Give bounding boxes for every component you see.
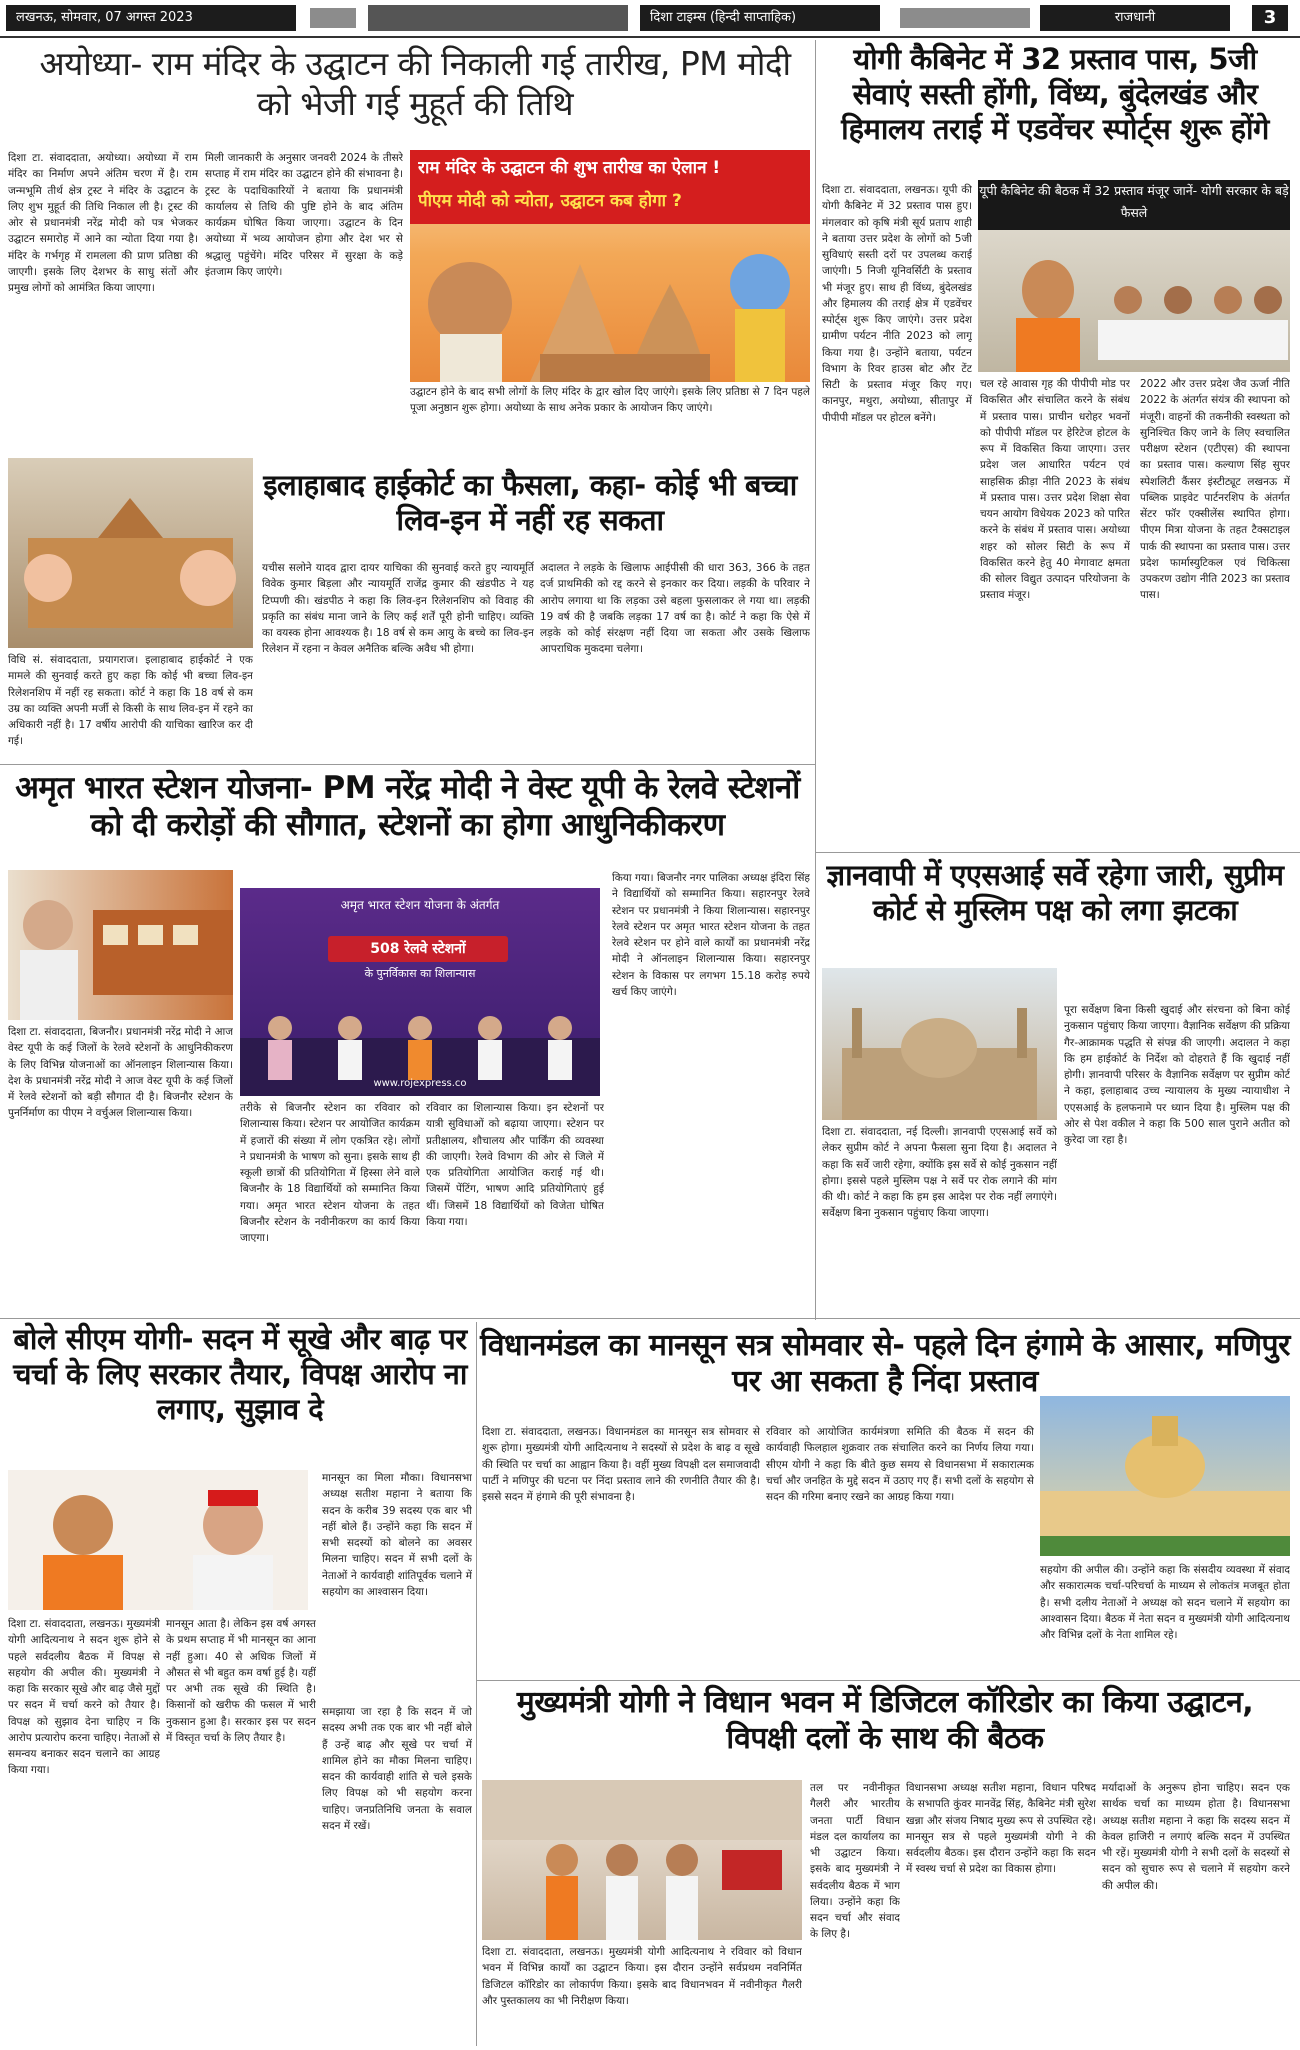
vidhanmandal-col-2: रविवार को आयोजित कार्यमंत्रणा समिति की बैठक में सदन की कार्यवाही फिलहाल शुक्रवार तक संचालित करने का निर्णय लिया गया। सीएम योगी ने कहा कि बीते कुछ समय से विधानसभा में सकारात्मक चर्चा और जनहित के मुद्दे सदन में उठाए गए हैं। सभी दलों के सहयोग से सदन की गरिमा बनाए रखने का आग्रह किया गया। [766,1426,1034,1504]
bole-yogi-col-3: मानसून का मिला मौका। विधानसभा अध्यक्ष सतीश महाना ने बताया कि सदन के करीब 39 सदस्य एक बार भी नहीं बोले हैं। उन्होंने कहा कि सदन में सभी सदस्यों को बोलने का अवसर मिलना चाहिए। सदन में सभी दलों के नेताओं ने कार्यवाही शांतिपूर्वक चलाने में सहयोग का आश्वासन दिया। [322,1472,472,1598]
highcourt-photo [8,458,253,648]
masthead-rule [0,36,1300,38]
bole-yogi-col-1: दिशा टा. संवाददाता, लखनऊ। मुख्यमंत्री योगी आदित्यनाथ ने सदन शुरू होने से पहले सर्वदलीय बैठक में विपक्ष से सहयोग की अपील की। मुख्यमंत्री ने कहा कि सरकार सूखे और बाढ़ जैसे मुद्दों पर सदन में चर्चा करने को तैयार है। विपक्ष को सुझाव देना चाहिए न कि आरोप प्रत्यारोप करना चाहिए। नेताओं से समन्वय बनाकर सदन चलाने का आग्रह किया गया। [8,1618,160,1777]
paper-name: दिशा टाइम्स (हिन्दी साप्ताहिक) [640,5,880,31]
cabinet-meeting-photo [978,180,1290,372]
masthead-filler [368,5,628,31]
highcourt-col-1: विधि सं. संवाददाता, प्रयागराज। इलाहाबाद हाईकोर्ट ने एक मामले की सुनवाई करते हुए कहा कि कोई भी बच्चा लिव-इन रिलेशनशिप में नहीं रह सकता। कोर्ट ने कहा कि 18 वर्ष से कम उम्र का व्यक्ति अपनी मर्जी से किसी के साथ लिव-इन में रहने का अधिकारी नहीं है। 17 वर्षीय आरोपी की याचिका खारिज कर दी गई। [8,654,253,748]
amrit-col-3: रविवार का शिलान्यास किया। इन स्टेशनों पर यात्री सुविधाओं को बढ़ाया जाएगा। स्टेशन पर प्रतीक्षालय, शौचालय और पार्किंग की व्यवस्था की जाएगी। रेलवे विभाग की ओर से जिले में एक प्रतियोगिता आयोजित कराई गई थी। जिसमें पेंटिंग, भाषण आदि प्रतियोगिताएं हुई थीं। जिसमें 18 विद्यार्थियों को विजेता घोषित किया गया। [426,1102,604,1228]
yogi-cabinet-col-1: दिशा टा. संवाददाता, लखनऊ। यूपी की योगी कैबिनेट में 32 प्रस्ताव पास हुए। मंगलवार को कृषि मंत्री सूर्य प्रताप शाही ने बताया उत्तर प्रदेश के लोगों को 5जी सुविधाएं सस्ती दरों पर उपलब्ध कराई जाएंगी। 5 निजी यूनिवर्सिटी के प्रस्ताव भी मंजूर हुए। साथ ही विंध्य, बुंदेलखंड और हिमालय की तराई क्षेत्र में एडवेंचर स्पोर्ट्स शुरू किए जाएंगे। उत्तर प्रदेश ग्रामीण पर्यटन नीति 2023 को लागू किया गया है। उन्होंने बताया, पर्यटन विभाग के रिवर हाउस बोट और टेंट सिटी के प्रस्ताव मंजूर किए गए। कानपुर, मथुरा, अयोध्या, सीतापुर में पीपीपी मॉडल पर होटल बनेंगे। [822,184,972,424]
corridor-inauguration-photo [482,1780,802,1940]
event-subtitle: के पुनर्विकास का शिलान्यास [364,967,476,980]
graphic-banner [410,150,810,224]
section-divider [0,1318,1300,1319]
page-number: 3 [1252,5,1288,31]
vidhan-bhavan-photo [1040,1396,1290,1556]
meeting-illustration [978,230,1290,372]
highcourt-headline: इलाहाबाद हाईकोर्ट का फैसला, कहा- कोई भी बच्चा लिव-इन में नहीं रह सकता [263,468,797,537]
vidhanmandal-col-3: सहयोग की अपील की। उन्होंने कहा कि संसदीय व्यवस्था में संवाद और सकारात्मक चर्चा-परिचर्चा के माध्यम से लोकतंत्र मजबूत होता है। सभी दलीय नेताओं ने अध्यक्ष को सदन चलाने में सहयोग का आश्वासन दिया। बैठक में नेता सदन व मुख्यमंत्री योगी आदित्यनाथ और विभिन्न दलों के नेता शामिल रहे। [1040,1564,1290,1642]
mosque-illustration [822,968,1057,1120]
leaders-illustration [8,1470,308,1610]
masthead-divider [900,8,1030,28]
temple-illustration [410,224,810,382]
yogi-cabinet-headline: योगी कैबिनेट में 32 प्रस्ताव पास, 5जी सेवाएं सस्ती होंगी, विंध्य, बुंदेलखंड और हिमालय तराई में एडवेंचर स्पोर्ट्स शुरू होंगे [841,42,1269,146]
section-divider [815,852,1300,853]
digital-col-2: तल पर नवीनीकृत गैलरी और भारतीय जनता पार्टी विधान मंडल दल कार्यालय का भी उद्घाटन किया। इसके बाद मुख्यमंत्री ने सर्वदलीय बैठक में भाग लिया। उन्होंने कहा कि सदन चर्चा और संवाद के लिए है। [810,1782,900,1941]
event-station-count: 508 रेलवे स्टेशनों [328,936,508,962]
court-building-illustration [8,458,253,648]
digital-corridor-headline: मुख्यमंत्री योगी ने विधान भवन में डिजिटल कॉरिडोर का किया उद्घाटन, विपक्षी दलों के साथ की बैठक [516,1685,1254,1756]
pm-train-photo [8,870,233,1020]
event-title: अमृत भारत स्टेशन योजना के अंतर्गत [340,898,500,912]
highcourt-col-3: अदालत ने लड़के के खिलाफ आईपीसी की धारा 363, 366 के तहत दर्ज प्राथमिकी को रद्द करने से इनकार कर दिया। लड़की के परिवार ने आरोप लगाया था कि लड़का उसे बहला फुसलाकर ले गया था। लड़की 19 वर्ष की है जबकि लड़का 17 वर्ष का है। कोर्ट ने कहा कि ऐसे में लड़के को कोई संरक्षण नहीं दिया जा सकता और उसके खिलाफ आपराधिक मुकदमा चलेगा। [540,562,810,656]
amrit-bharat-headline: अमृत भारत स्टेशन योजना- PM नरेंद्र मोदी ने वेस्ट यूपी के रेलवे स्टेशनों को दी करोड़ों की सौगात, स्टेशनों का होगा आधुनिकीकरण [15,770,800,844]
pm-and-train-illustration [8,870,233,1020]
yogi-cabinet-col-3: 2022 और उत्तर प्रदेश जैव ऊर्जा नीति 2022 के अंतर्गत संयंत्र की स्थापना को मंजूरी। वाहनों की तकनीकी स्वस्थता को सुनिश्चित किए जाने के लिए स्वचालित परीक्षण स्टेशन (एटीएस) की स्थापना का प्रस्ताव पास। कल्याण सिंह सुपर स्पेशलिटी कैंसर इंस्टीट्यूट लखनऊ में पब्लिक प्राइवेट पार्टनरशिप के अंतर्गत सेंटर फॉर एक्सीलेंस स्थापित होगा। पीएम मित्रा योजना के तहत टैक्सटाइल पार्क की स्थापना का प्रस्ताव पास। उत्तर प्रदेश फार्मास्युटिकल एवं चिकित्सा उपकरण उद्योग नीति 2023 का प्रस्ताव पास। [1140,378,1290,602]
digital-col-4: मर्यादाओं के अनुरूप होना चाहिए। सदन एक सार्थक चर्चा का माध्यम होता है। विधानसभा अध्यक्ष सतीश महाना ने कहा कि सदस्य सदन में केवल हाजिरी न लगाएं बल्कि सदन में उपस्थित भी रहें। मुख्यमंत्री योगी ने सभी दलों के सदस्यों से सदन को सुचारु रूप से चलाने में सहयोग करने की अपील की। [1102,1782,1290,1892]
station-event-photo [240,888,600,1096]
vidhanmandal-col-1: दिशा टा. संवाददाता, लखनऊ। विधानमंडल का मानसून सत्र सोमवार से शुरू होगा। मुख्यमंत्री योगी आदित्यनाथ ने सदस्यों से प्रदेश के बाढ़ व सूखे की स्थिति पर चर्चा का आह्वान किया है। वहीं मुख्य विपक्षी दल समाजवादी पार्टी ने मणिपुर की घटना पर निंदा प्रस्ताव लाने की रणनीति तैयार की है। इससे सदन में हंगामे की पूरी संभावना है। [482,1426,760,1504]
ayodhya-col-2: मिली जानकारी के अनुसार जनवरी 2024 के तीसरे सप्ताह में राम मंदिर का उद्घाटन होने की संभावना है। ट्रस्ट के पदाधिकारियों ने बताया कि प्रधानमंत्री कार्यालय से तिथि की पुष्टि होने के बाद अंतिम कार्यक्रम घोषित किया जाएगा। उद्घाटन के दिन अयोध्या में भव्य आयोजन होगा और देश भर से श्रद्धालु पहुंचेंगे। मंदिर परिसर में सुरक्षा के कड़े इंतजाम किए जाएंगे। [205,152,403,278]
yogi-akhilesh-photo [8,1470,308,1610]
inauguration-illustration [482,1780,802,1940]
gyanvapi-photo [822,968,1057,1120]
vidhanmandal-headline: विधानमंडल का मानसून सत्र सोमवार से- पहले दिन हंगामे के आसार, मणिपुर पर आ सकता है निंदा प्रस्ताव [480,1328,1290,1399]
bole-yogi-col-4: समझाया जा रहा है कि सदन में जो सदस्य अभी तक एक बार भी नहीं बोले हैं उन्हें बाढ़ और सूखे पर चर्चा में शामिल होने का मौका मिलना चाहिए। सदन की कार्यवाही शांति से चले इसके लिए विपक्ष को भी सहयोग करना चाहिए। जनप्रतिनिधि जनता के सवाल सदन में रखें। [322,1706,472,1832]
event-backdrop [240,888,600,988]
bole-yogi-headline: बोले सीएम योगी- सदन में सूखे और बाढ़ पर चर्चा के लिए सरकार तैयार, विपक्ष आरोप ना लगाए, सुझाव दे [13,1322,467,1426]
photo-caption: यूपी कैबिनेट की बैठक में 32 प्रस्ताव मंजूर जानें- योगी सरकार के बड़े फैसले [978,180,1290,230]
gyanvapi-col-2: पूरा सर्वेक्षण बिना किसी खुदाई और संरचना को बिना कोई नुकसान पहुंचाए किया जाएगा। वैज्ञानिक सर्वेक्षण की प्रक्रिया गैर-आक्रामक पद्धति से संपन्न की जाएगी। अदालत ने कहा कि हम हाईकोर्ट के निर्देश को दोहराते हैं कि खुदाई नहीं होगी। ज्ञानवापी परिसर के वैज्ञानिक सर्वेक्षण पर सुप्रीम कोर्ट ने कहा, इलाहाबाद उच्च न्यायालय के मुख्य न्यायाधीश ने एएसआई के हलफनामे पर ध्यान दिया है। मुस्लिम पक्ष की ओर से पेश वकील ने कहा कि 500 साल पुराने अतीत को कुरेदा जा रहा है। [1064,1004,1290,1147]
ayodhya-headline: अयोध्या- राम मंदिर के उद्घाटन की निकाली गई तारीख, PM मोदी को भेजी गई मुहूर्त की तिथि [39,44,791,123]
gyanvapi-headline: ज्ञानवापी में एएसआई सर्वे रहेगा जारी, सुप्रीम कोर्ट से मुस्लिम पक्ष को लगा झटका [826,858,1284,927]
highcourt-col-2: यचीस सलोने यादव द्वारा दायर याचिका की सुनवाई करते हुए न्यायमूर्ति विवेक कुमार बिड़ला और न्यायमूर्ति राजेंद्र कुमार की खंडपीठ ने यह टिप्पणी की। खंडपीठ ने कहा कि लिव-इन रिलेशनशिप को विवाह की प्रकृति का संबंध माना जाने के लिए कई शर्तें पूरी होनी चाहिए। व्यक्ति का वयस्क होना आवश्यक है। 18 वर्ष से कम आयु के बच्चे का लिव-इन रिलेशन में रहना न केवल अनैतिक बल्कि अवैध भी होगा। [262,562,534,656]
vidhan-bhavan-illustration [1040,1396,1290,1556]
amrit-col-1: दिशा टा. संवाददाता, बिजनौर। प्रधानमंत्री नरेंद्र मोदी ने आज वेस्ट यूपी के कई जिलों के रेलवे स्टेशनों के आधुनिकीकरण के लिए विभिन्न योजनाओं का ऑनलाइन शिलान्यास किया। देश के प्रधानमंत्री नरेंद्र मोदी ने आज वेस्ट यूपी के कई जिलों में रेलवे स्टेशनों को बड़ी सौगात दी है। बिजनौर स्टेशन के पुनर्निर्माण का पीएम ने वर्चुअल शिलान्यास किया। [8,1026,233,1120]
gyanvapi-col-1: दिशा टा. संवाददाता, नई दिल्ली। ज्ञानवापी एएसआई सर्वे को लेकर सुप्रीम कोर्ट ने अपना फैसला सुना दिया है। अदालत ने कहा कि सर्वे जारी रहेगा, क्योंकि इस सर्वे से कोई नुकसान नहीं होगा। इससे पहले मुस्लिम पक्ष ने सर्वे पर रोक लगाने की मांग की थी। कोर्ट ने कहा कि हम इस आदेश पर रोक नहीं लगाएंगे। सर्वेक्षण बिना नुकसान पहुंचाए किया जाएगा। [822,1126,1057,1220]
digital-col-3: विधानसभा अध्यक्ष सतीश महाना, विधान परिषद के सभापति कुंवर मानवेंद्र सिंह, कैबिनेट मंत्री सुरेश खन्ना और संजय निषाद मुख्य रूप से उपस्थित रहे। मानसून सत्र से पहले मुख्यमंत्री योगी ने की सर्वदलीय बैठक। इस दौरान उन्होंने कहा कि सदन में स्वस्थ चर्चा से प्रदेश का विकास होगा। [906,1782,1096,1876]
masthead [0,0,1300,38]
column-divider [476,1322,477,2046]
ayodhya-bottom-text: उद्घाटन होने के बाद सभी लोगों के लिए मंदिर के द्वार खोल दिए जाएंगे। इसके लिए प्रतिष्ठा से 7 दिन पहले पूजा अनुष्ठान शुरू होगा। अयोध्या के साथ अनेक प्रकार के आयोजन किए जाएंगे। [410,386,810,415]
column-divider [815,40,816,1320]
digital-col-1: दिशा टा. संवाददाता, लखनऊ। मुख्यमंत्री योगी आदित्यनाथ ने रविवार को विधान भवन में विभिन्न कार्यों का उद्घाटन किया। इस दौरान उन्होंने सर्वप्रथम नवनिर्मित डिजिटल कॉरिडोर का लोकार्पण किया। इसके बाद विधानभवन में नवीनीकृत गैलरी और पुस्तकालय का भी निरीक्षण किया। [482,1946,802,2007]
masthead-divider [310,8,356,28]
ram-mandir-graphic [410,150,810,382]
photo-watermark: www.rojexpress.co [373,1078,467,1089]
amrit-col-2: तरीके से बिजनौर स्टेशन का रविवार को शिलान्यास किया। स्टेशन पर आयोजित कार्यक्रम में हजारों की संख्या में लोग एकत्रित रहे। लोगों ने प्रधानमंत्री के भाषण को सुना। इसके साथ ही स्कूली छात्रों की प्रतियोगिता में हिस्सा लेने वाले बिजनौर के 18 विद्यार्थियों को सम्मानित किया गया। अमृत भारत स्टेशन योजना के तहत बिजनौर स्टेशन के नवीनीकरण का कार्य किया जाएगा। [240,1102,420,1245]
bole-yogi-col-2: मानसून आता है। लेकिन इस वर्ष अगस्त के प्रथम सप्ताह में भी मानसून का आना नहीं हुआ। 40 से अधिक जिलों में औसत से भी बहुत कम वर्षा हुई है। यहीं पर अभी तक सूखे की स्थिति है। किसानों को खरीफ की फसल में भारी नुकसान हुआ है। सरकार इस पर सदन में विस्तृत चर्चा के लिए तैयार है। [166,1618,316,1744]
section-name: राजधानी [1040,5,1230,31]
amrit-col-4: किया गया। बिजनौर नगर पालिका अध्यक्ष इंदिरा सिंह ने विद्यार्थियों को सम्मानित किया। सहारनपुर रेलवे स्टेशन पर प्रधानमंत्री ने किया शिलान्यास। सहारनपुर रेलवे स्टेशन पर अमृत भारत स्टेशन योजना के तहत रेलवे स्टेशन पर होने वाले कार्यों का प्रधानमंत्री नरेंद्र मोदी ने ऑनलाइन शिलान्यास किया। सहारनपुर स्टेशन के विकास पर लगभग 15.18 करोड़ रुपये खर्च किए जाएंगे। [612,872,810,998]
section-divider [476,1680,1300,1681]
graphic-line-2: पीएम मोदी को न्योता, उद्घाटन कब होगा ? [418,191,682,211]
dateline: लखनऊ, सोमवार, 07 अगस्त 2023 [6,5,296,31]
section-divider [0,764,815,765]
yogi-cabinet-col-2: चल रहे आवास गृह की पीपीपी मोड पर विकसित और संचालित करने के संबंध में प्रस्ताव पास। प्राचीन धरोहर भवनों को पीपीपी मॉडल पर हेरिटेज होटल के रूप में विकसित किया जाएगा। उत्तर प्रदेश जल आधारित पर्यटन एवं साहसिक क्रीड़ा नीति 2023 के संबंध में प्रस्ताव पास। उत्तर प्रदेश शिक्षा सेवा चयन आयोग विधेयक 2023 को पारित करने के संबंध में प्रस्ताव पास। अयोध्या शहर को सोलर सिटी के रूप में विकसित करने हेतु 40 मेगावाट क्षमता की सोलर विद्युत उत्पादन परियोजना के प्रस्ताव मंजूर। [980,378,1130,602]
ayodhya-col-1: दिशा टा. संवाददाता, अयोध्या। अयोध्या में राम मंदिर का निर्माण अपने अंतिम चरण में है। राम जन्मभूमि तीर्थ क्षेत्र ट्रस्ट ने मंदिर के उद्घाटन के लिए शुभ मुहूर्त की तिथि निकाल ली है। ट्रस्ट की ओर से प्रधानमंत्री नरेंद्र मोदी को पत्र भेजकर उद्घाटन समारोह में आने का न्योता दिया गया है। मंदिर के गर्भगृह में रामलला की प्राण प्रतिष्ठा की जाएगी। इसके लिए देशभर के साधु संतों और प्रमुख लोगों को आमंत्रित किया जाएगा। [8,152,198,295]
graphic-line-1: राम मंदिर के उद्घाटन की शुभ तारीख का ऐलान ! [418,158,721,178]
